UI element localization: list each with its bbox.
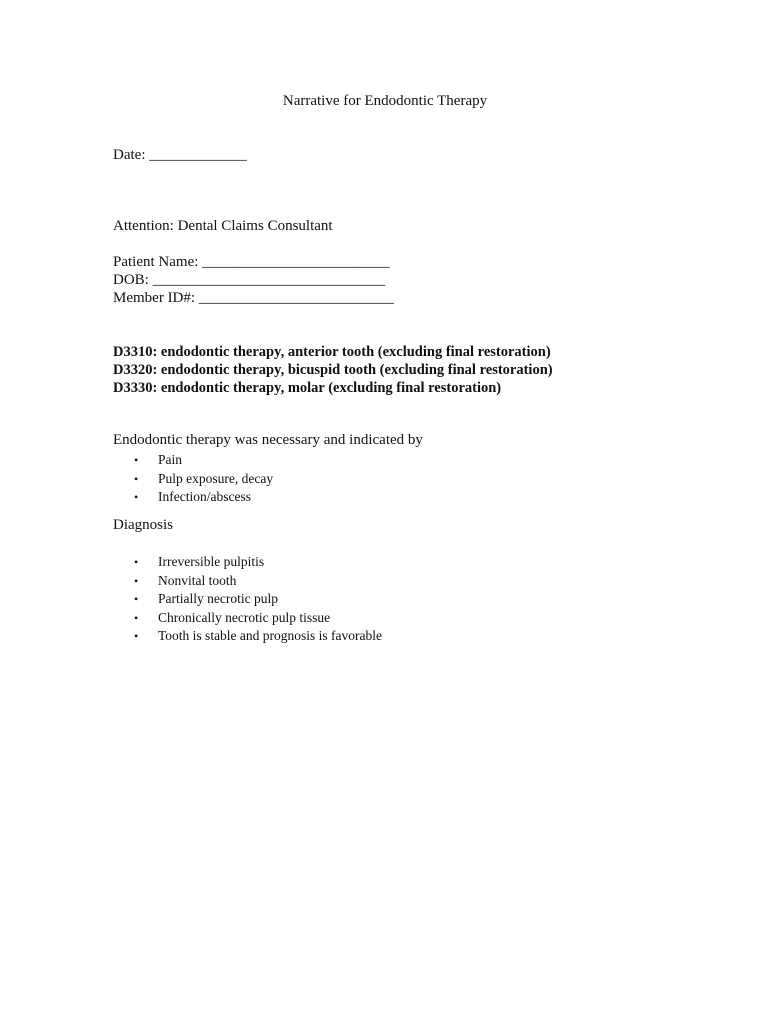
list-item bbox=[134, 470, 273, 489]
member-id-field-line: Member ID#: __________________________ bbox=[113, 290, 394, 306]
list-item-text: Nonvital tooth bbox=[158, 572, 237, 588]
document-title: Narrative for Endodontic Therapy bbox=[282, 93, 488, 109]
list-item-text: Tooth is stable and prognosis is favorable bbox=[158, 628, 383, 644]
list-item-text: Irreversible pulpitis bbox=[158, 554, 265, 569]
list-item-text: Partially necrotic pulp bbox=[158, 591, 278, 607]
list-item-text: Pulp exposure, decay bbox=[158, 470, 274, 486]
list-item bbox=[134, 488, 273, 507]
bullet-icon: • bbox=[134, 453, 139, 467]
procedure-code-d3320: D3320: endodontic therapy, bicuspid tooth (excluding final restoration) bbox=[113, 362, 553, 378]
indication-heading: Endodontic therapy was necessary and indicated by bbox=[113, 432, 423, 448]
procedure-code-d3330: D3330: endodontic therapy, molar (excluding final restoration) bbox=[113, 380, 502, 396]
bullet-icon: • bbox=[134, 555, 139, 569]
dob-field-line: DOB: _______________________________ bbox=[113, 272, 386, 288]
list-item-text: Chronically necrotic pulp tissue bbox=[158, 609, 331, 625]
diagnosis-heading: Diagnosis bbox=[113, 517, 173, 533]
list-item bbox=[134, 590, 382, 609]
list-item bbox=[134, 627, 382, 646]
bullet-icon: • bbox=[134, 592, 139, 607]
procedure-codes bbox=[113, 343, 553, 397]
list-item bbox=[134, 553, 382, 572]
bullet-icon: • bbox=[134, 490, 139, 505]
attention-line: Attention: Dental Claims Consultant bbox=[113, 218, 333, 234]
list-item bbox=[134, 572, 382, 591]
date-field-line: Date: _____________ bbox=[113, 147, 247, 163]
diagnosis-list bbox=[134, 553, 382, 646]
procedure-code-d3310: D3310: endodontic therapy, anterior tooth (excluding final restoration) bbox=[113, 344, 551, 360]
bullet-icon: • bbox=[134, 610, 139, 625]
list-item-text: Pain bbox=[158, 452, 183, 467]
list-item bbox=[134, 451, 273, 470]
bullet-icon: • bbox=[134, 573, 139, 588]
bullet-icon: • bbox=[134, 629, 139, 644]
list-item bbox=[134, 609, 382, 628]
indication-list bbox=[134, 451, 273, 507]
list-item-text: Infection/abscess bbox=[158, 489, 251, 505]
bullet-icon: • bbox=[134, 471, 139, 486]
patient-name-field-line: Patient Name: _________________________ bbox=[113, 254, 390, 270]
